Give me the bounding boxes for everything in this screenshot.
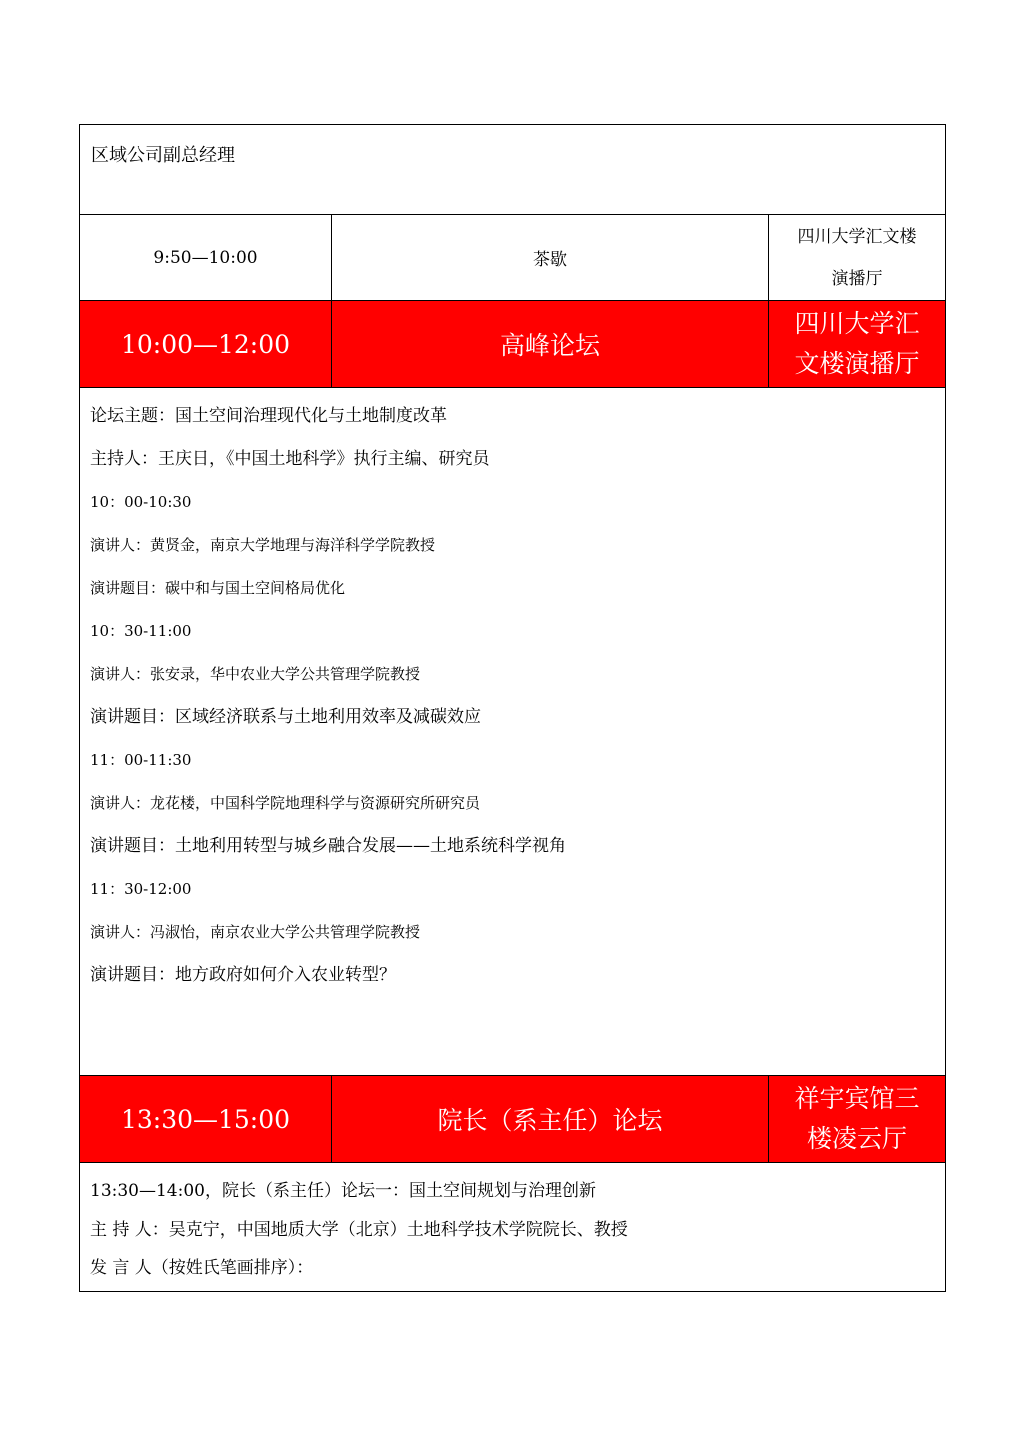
detail-line: 演讲题目：地方政府如何介入农业转型？ <box>90 965 396 985</box>
detail-line: 10：00-10:30 <box>90 493 192 511</box>
tea-break-time: 9:50—10:00 <box>80 215 332 300</box>
detail-line: 论坛主题：国土空间治理现代化与土地制度改革 <box>90 406 447 426</box>
dean-forum-venue-line1: 祥宇宾馆三 <box>794 1084 920 1113</box>
summit-venue <box>769 301 945 387</box>
detail-line: 11：00-11:30 <box>90 751 192 769</box>
dean-forum-header-row <box>80 1076 945 1163</box>
detail-line: 主持人：王庆日，《中国土地科学》执行主编、研究员 <box>90 449 490 469</box>
schedule-table <box>79 124 946 1292</box>
detail-line: 演讲题目：区域经济联系与土地利用效率及减碳效应 <box>90 707 481 727</box>
detail-line: 10：30-11:00 <box>90 622 192 640</box>
dean-forum-title: 院长（系主任）论坛 <box>332 1076 769 1162</box>
dean-forum-details <box>80 1163 945 1291</box>
tea-break-venue-line2: 演播厅 <box>831 268 883 289</box>
summit-details <box>80 388 945 1075</box>
dean-forum-venue <box>769 1076 945 1162</box>
detail-line: 演讲人：张安录，华中农业大学公共管理学院教授 <box>90 665 421 683</box>
tea-break-row <box>80 215 945 301</box>
summit-venue-line1: 四川大学汇 <box>794 309 920 338</box>
detail-line: 演讲题目：土地利用转型与城乡融合发展——土地系统科学视角 <box>90 836 566 856</box>
detail-line: 主 持 人：吴克宁，中国地质大学（北京）土地科学技术学院院长、教授 <box>90 1219 628 1240</box>
tea-break-title: 茶歇 <box>332 215 769 300</box>
summit-time: 10:00—12:00 <box>80 301 332 387</box>
detail-line: 演讲人：冯淑怡，南京农业大学公共管理学院教授 <box>90 923 421 941</box>
tea-break-venue-line1: 四川大学汇文楼 <box>797 226 917 247</box>
dean-forum-venue-line2: 楼凌云厅 <box>806 1124 907 1153</box>
continued-text: 区域公司副总经理 <box>91 145 235 166</box>
detail-line: 13:30—14:00，院长（系主任）论坛一：国土空间规划与治理创新 <box>90 1181 596 1201</box>
detail-line: 演讲人：龙花楼，中国科学院地理科学与资源研究所研究员 <box>90 794 481 812</box>
detail-line: 演讲人：黄贤金，南京大学地理与海洋科学学院教授 <box>90 536 436 554</box>
detail-line: 演讲题目：碳中和与国土空间格局优化 <box>90 579 346 597</box>
tea-break-venue <box>769 215 945 300</box>
dean-forum-time: 13:30—15:00 <box>80 1076 332 1162</box>
summit-venue-line2: 文楼演播厅 <box>794 349 920 378</box>
summit-details-row <box>80 388 945 1076</box>
summit-header-row <box>80 301 945 388</box>
detail-line: 发 言 人（按姓氏笔画排序）： <box>90 1258 314 1279</box>
continued-row <box>80 125 945 215</box>
detail-line: 11：30-12:00 <box>90 880 192 898</box>
summit-title: 高峰论坛 <box>332 301 769 387</box>
dean-forum-details-row <box>80 1163 945 1291</box>
